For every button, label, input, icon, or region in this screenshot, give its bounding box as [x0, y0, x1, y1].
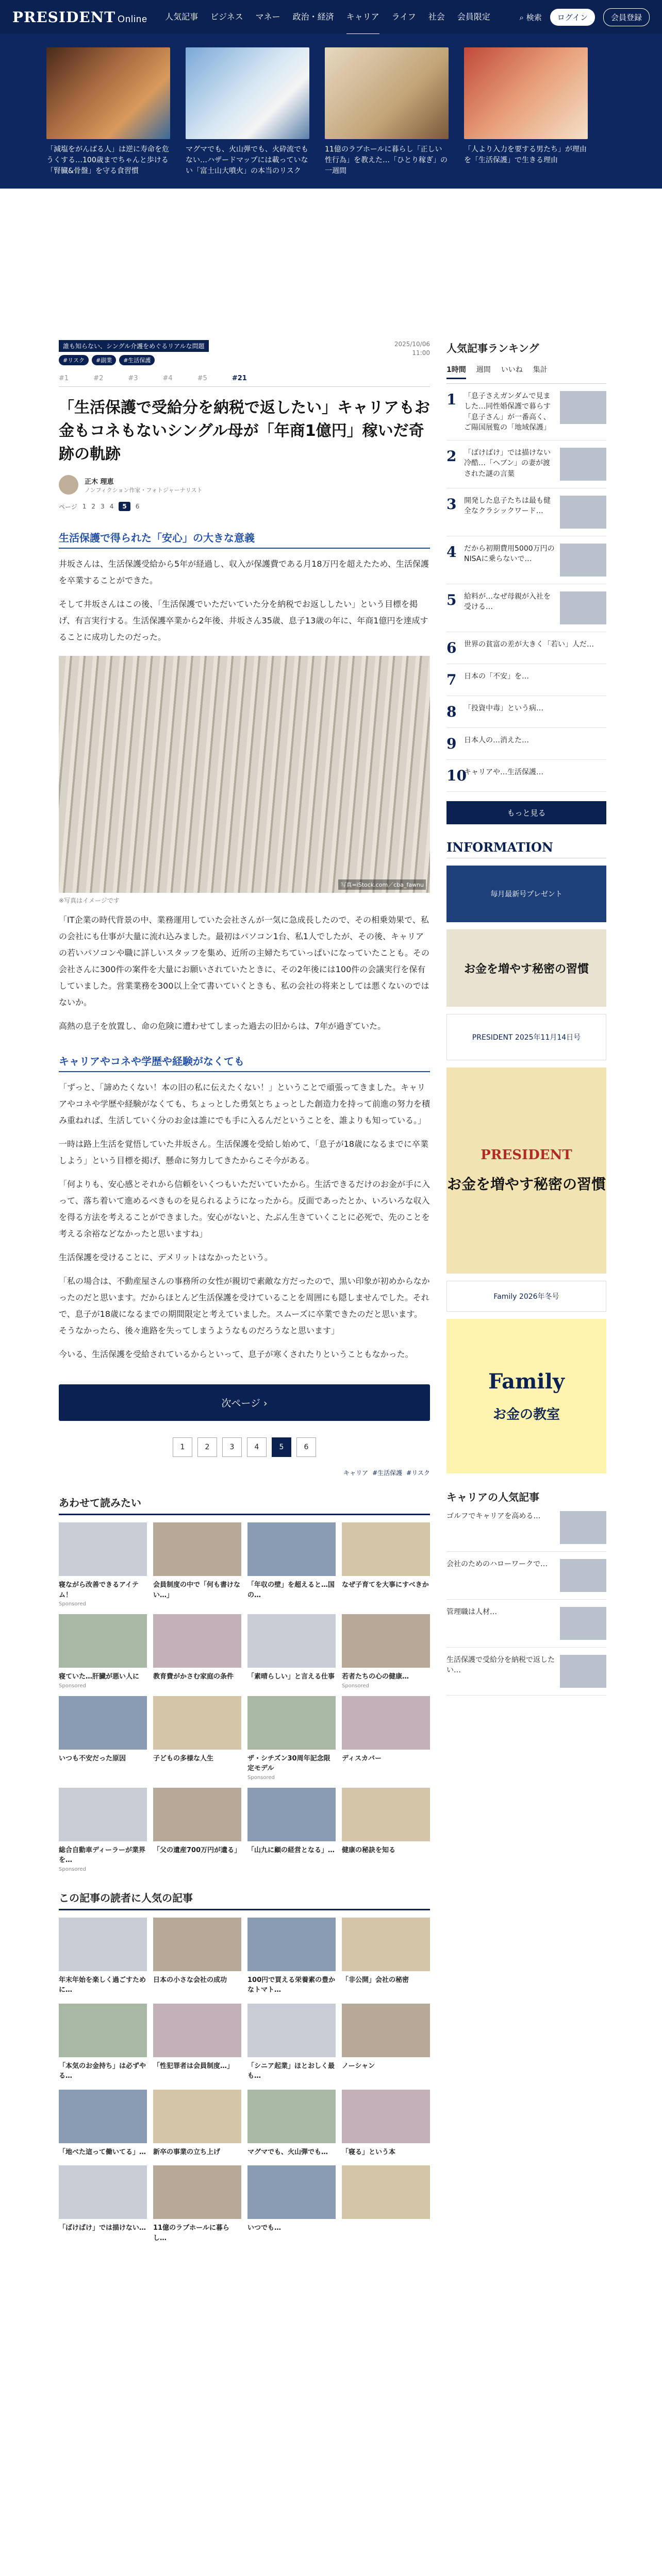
page-link[interactable]: 3 — [101, 503, 105, 510]
avatar[interactable] — [59, 475, 78, 495]
nav-politics[interactable]: 政治・経済 — [292, 12, 334, 22]
series-step[interactable]: #3 — [128, 375, 138, 382]
rank-number: 10 — [446, 767, 467, 785]
footer-tag[interactable]: #生活保護 — [372, 1469, 403, 1477]
register-button[interactable]: 会員登録 — [603, 8, 650, 26]
article-card[interactable] — [342, 1788, 430, 1872]
card-image — [247, 1614, 336, 1668]
magazine-cover[interactable]: Family お金の教室 — [446, 1319, 606, 1473]
article-card[interactable] — [342, 2004, 430, 2082]
card-image — [153, 2004, 241, 2057]
article-paragraph: そして井坂さんはこの後、「生活保護でいただいていた分を納税でお返ししたい」という目標を掲げ、有言実行する。生活保護卒業から2年後、井坂さん35歳、息子13歳の年に、年商1億円を達成することに成功したのだった。 — [59, 599, 428, 642]
career-item-title: 管理職は人材… — [446, 1608, 497, 1617]
card-title: ディスカバー — [342, 1754, 382, 1762]
ranking-title: 人気記事ランキング — [446, 342, 539, 354]
card-image — [59, 2004, 147, 2057]
tag[interactable]: #副業 — [92, 355, 116, 365]
article-tags-footer — [59, 1468, 430, 1477]
page-link[interactable]: 6 — [135, 503, 140, 510]
article-card[interactable] — [59, 2004, 147, 2082]
card-title: 「本気のお金持ち」は必ずやる… — [59, 2062, 146, 2080]
article-card[interactable] — [153, 1522, 241, 1607]
card-title: 「父の遺産700万円が遺る」 — [153, 1846, 241, 1854]
card-sponsor: Sponsored — [59, 1683, 86, 1689]
career-item[interactable] — [446, 1504, 606, 1552]
article-card[interactable] — [247, 1788, 336, 1872]
page-link[interactable]: 1 — [82, 503, 87, 510]
rank-number: 9 — [446, 735, 457, 753]
ranking-tab[interactable]: 集計 — [533, 366, 548, 374]
article-card[interactable] — [342, 1918, 430, 1996]
career-thumbnail — [560, 1559, 606, 1592]
series-step[interactable]: #1 — [59, 375, 69, 382]
card-title: 「地べた這って働いてる」… — [59, 2148, 146, 2156]
rank-title: 「息子さえガンダムで見ました…同性婚保護で暮らす「息子さん」が一番高く、ご陽国展覧の「地域保護」 — [464, 392, 551, 432]
rank-title: キャリアや…生活保護… — [464, 768, 543, 777]
article-card[interactable] — [59, 1614, 147, 1689]
related-heading: あわせて読みたい — [59, 1495, 430, 1515]
search-button[interactable]: ⌕ 検索 — [519, 12, 542, 22]
rank-title: 開発した息子たちは最も健全なクラシックワード… — [464, 497, 551, 516]
ranking-item[interactable] — [446, 728, 606, 760]
rank-number: 8 — [446, 703, 457, 721]
sidebar — [446, 340, 606, 1696]
card-image — [342, 1696, 430, 1750]
article-paragraph: 高熱の息子を放置し、命の危険に遭わせてしまった過去の旧からは、7年が過ぎていた。 — [59, 1021, 386, 1031]
ranking-tab[interactable]: 1時間 — [446, 364, 466, 379]
card-title: 「年収の壁」を超えると…国の… — [247, 1581, 335, 1599]
series-step[interactable]: #5 — [197, 375, 207, 382]
card-title: 寝ていた…肝臓が悪い人に — [59, 1673, 140, 1681]
article-paragraph: 一時は路上生活を覚悟していた井坂さん。生活保護を受給し始めて、「息子が18歳になるまでに卒業しよう」という目標を掲げ、懸命に努力してきたからこそ今がある。 — [59, 1139, 429, 1165]
nav-members[interactable]: 会員限定 — [457, 12, 490, 22]
cover-headline: お金の教室 — [492, 1407, 560, 1423]
cover-headline: お金を増やす秘密の習慣 — [446, 1176, 606, 1193]
article-paragraph: 生活保護を受けることに、デメリットはなかったという。 — [59, 1252, 273, 1262]
featured-card[interactable] — [186, 47, 309, 175]
card-image — [342, 1522, 430, 1576]
rank-number: 1 — [446, 391, 457, 408]
card-image — [342, 1614, 430, 1668]
article-card[interactable] — [342, 1696, 430, 1781]
ranking-item[interactable] — [446, 696, 606, 728]
card-title: ノーシャン — [342, 2062, 375, 2070]
card-image — [59, 2090, 147, 2143]
article-card[interactable] — [342, 2090, 430, 2159]
card-title: 教育費がかさむ家庭の条件 — [153, 1673, 234, 1681]
nav-popular[interactable]: 人気記事 — [165, 12, 198, 22]
rank-thumbnail — [560, 496, 606, 529]
card-image — [247, 2004, 336, 2057]
card-title: なぜ子育てを大事にすべきか — [342, 1581, 429, 1589]
nav-money[interactable]: マネー — [255, 12, 280, 22]
featured-card[interactable] — [464, 47, 588, 175]
article-card[interactable] — [247, 1614, 336, 1689]
magazine-cover[interactable] — [446, 1067, 606, 1274]
page-link-current[interactable]: 5 — [119, 502, 130, 511]
card-title: マグマでも、火山弾でも… — [247, 2148, 328, 2156]
publish-date: 2025/10/06 11:00 — [394, 341, 430, 357]
ranking-item[interactable] — [446, 536, 606, 584]
article-card[interactable] — [59, 1522, 147, 1607]
article-card[interactable] — [59, 2165, 147, 2244]
tag[interactable]: #リスク — [59, 355, 89, 365]
featured-image — [325, 47, 449, 139]
rank-thumbnail — [560, 544, 606, 577]
pagination-link[interactable]: 3 — [222, 1437, 242, 1457]
card-image — [59, 1788, 147, 1841]
card-title: いつも不安だった原因 — [59, 1754, 126, 1762]
ranking-tab[interactable]: いいね — [501, 366, 523, 374]
site-logo[interactable]: PRESIDENT Online — [12, 8, 148, 26]
ranking-tab[interactable]: 週間 — [476, 366, 491, 374]
rank-title: 日本人の…消えた… — [464, 736, 529, 745]
card-image — [153, 1696, 241, 1750]
article-card[interactable] — [153, 1696, 241, 1781]
card-title: 「山九に顧の経営となる」… — [247, 1846, 335, 1854]
section-heading: 生活保護で得られた「安心」の大きな意義 — [59, 530, 430, 549]
ranking-item[interactable] — [446, 440, 606, 488]
featured-image — [186, 47, 309, 139]
card-title: いつでも… — [247, 2224, 282, 2232]
rank-number: 3 — [446, 496, 457, 513]
card-title: 「ばけばけ」では描けない… — [59, 2224, 146, 2232]
series-step[interactable]: #2 — [93, 375, 104, 382]
rank-title: 日本の「不安」を… — [464, 672, 529, 681]
photo-credit: 写真=iStock.com／cba_fawnu — [338, 879, 426, 890]
card-image — [342, 2090, 430, 2143]
photo-caption: ※写真はイメージです — [59, 897, 120, 904]
article-title: 「生活保護で受給分を納税で返したい」キャリアもお金もコネもないシングル母が「年商1億円」稼いだ奇跡の軌跡 — [59, 399, 430, 463]
career-item-title: ゴルフでキャリアを高める… — [446, 1512, 541, 1521]
career-item[interactable] — [446, 1648, 606, 1696]
card-image — [153, 1522, 241, 1576]
ranking-tabs — [446, 364, 606, 384]
author-name[interactable]: 正木 理恵 — [85, 478, 114, 486]
rank-thumbnail — [560, 448, 606, 481]
featured-image — [464, 47, 588, 139]
card-sponsor: Sponsored — [59, 1601, 86, 1607]
footer-tag[interactable]: #リスク — [406, 1469, 430, 1477]
pagination-link[interactable]: 2 — [197, 1437, 217, 1457]
series-step[interactable]: #4 — [162, 375, 173, 382]
promo-banner[interactable] — [446, 866, 606, 922]
card-sponsor: Sponsored — [59, 1866, 86, 1872]
card-image — [153, 1614, 241, 1668]
rank-number: 6 — [446, 639, 457, 657]
article-card[interactable] — [247, 2004, 336, 2082]
career-item[interactable] — [446, 1552, 606, 1600]
nav-life[interactable]: ライフ — [391, 12, 416, 22]
card-image — [59, 1696, 147, 1750]
article-card[interactable] — [153, 2165, 241, 2244]
footer-tag[interactable]: キャリア — [343, 1469, 369, 1477]
page-label: ページ — [59, 503, 77, 511]
card-image — [59, 1614, 147, 1668]
article-paragraph: 井坂さんは、生活保護受給から5年が経過し、収入が保護費である月18万円を超えたため、生活保護を卒業することができた。 — [59, 559, 429, 585]
login-button[interactable]: ログイン — [550, 9, 595, 26]
career-item-title: 生活保護で受給分を納税で返したい… — [446, 1656, 555, 1675]
site-header — [0, 0, 662, 34]
page-indicator — [59, 502, 430, 511]
series-badge[interactable]: 誰も知らない、シングル介護をめぐるリアルな問題 — [59, 340, 209, 352]
card-image — [153, 1788, 241, 1841]
article-card[interactable] — [342, 1614, 430, 1689]
card-sponsor: Sponsored — [247, 1774, 275, 1781]
readers-heading: この記事の読者に人気の記事 — [59, 1890, 430, 1910]
card-image — [247, 2090, 336, 2143]
card-title: 「寝る」という本 — [342, 2148, 396, 2156]
article-card[interactable] — [153, 2004, 241, 2082]
ranking-item[interactable] — [446, 760, 606, 792]
article-card[interactable] — [247, 1918, 336, 1996]
promo-text: お金を増やす秘密の習慣 — [464, 962, 589, 976]
page-link[interactable]: 4 — [109, 503, 114, 510]
related-grid — [59, 1522, 430, 1872]
article-card[interactable] — [59, 1788, 147, 1872]
article-card[interactable] — [153, 2090, 241, 2159]
featured-card[interactable] — [325, 47, 449, 175]
card-title: 会員制度の中で「何も書けない…」 — [153, 1581, 241, 1599]
card-title: 「非公開」会社の秘密 — [342, 1976, 409, 1984]
card-title: 11億のラブホールに暮らし… — [153, 2224, 229, 2242]
promo-banner[interactable] — [446, 929, 606, 1007]
card-title: 健康の秘訣を知る — [342, 1846, 396, 1854]
ranking-item[interactable] — [446, 664, 606, 696]
featured-caption: 「減塩をがんばる人」は逆に寿命を危うくする…100歳までちゃんと歩ける「腎臓&骨盤」を守る食習慣 — [46, 145, 169, 175]
cover-logo: PRESIDENT — [481, 1147, 572, 1163]
article-paragraph: 「私の場合は、不動産屋さんの事務所の女性が親切で素敵な方だったので、黒い印象が初めからなかったのだと思います。だからほとんど生活保護を受けていることを周囲にも隠しませんでした。それで、息子が18歳になるまでの期間限定と考えていました。スムーズに卒業できたのだと思います。そうなかったら、後々進路を失ってしまうようなものだろうなと思います」 — [59, 1276, 430, 1335]
series-step-current[interactable]: #21 — [231, 375, 247, 382]
information-heading: INFORMATION — [446, 840, 606, 858]
search-icon: ⌕ — [519, 12, 526, 22]
series-step-nav — [59, 375, 430, 387]
featured-caption: 11億のラブホールに暮らし「正しい性行為」を教えた…「ひとり稼ぎ」の一週間 — [325, 145, 448, 175]
card-title: ザ・シチズン30周年記念限定モデル — [247, 1754, 330, 1772]
article-card[interactable] — [342, 1522, 430, 1607]
issue-label — [446, 1014, 606, 1060]
article-card[interactable] — [247, 1522, 336, 1607]
card-image — [153, 2090, 241, 2143]
ranking-item[interactable] — [446, 584, 606, 632]
card-title: 子どもの多様な人生 — [153, 1754, 214, 1762]
nav-business[interactable]: ビジネス — [210, 12, 243, 22]
pagination-current[interactable]: 5 — [272, 1437, 291, 1457]
rank-number: 2 — [446, 448, 457, 465]
ranking-item[interactable] — [446, 632, 606, 664]
article-photo — [59, 656, 430, 893]
card-image — [342, 2004, 430, 2057]
card-image — [153, 2165, 241, 2219]
article-card[interactable] — [153, 1788, 241, 1872]
article-paragraph: 「何よりも、安心感とそれから信頼をいくつもいただいていたから。生活できるだけのお金が手に入って、落ち着いて進めるべきものを見られるようになったから。反面であったとか、いろいろな収入を得る方法を考えることができました。安心がないと、たぶん生きていくことに必死で、先のことを考える余裕などなかったと思いますね」 — [59, 1179, 431, 1239]
card-sponsor: Sponsored — [342, 1683, 369, 1689]
card-title: 若者たちの心の健康… — [342, 1673, 409, 1681]
section-heading: キャリアやコネや学歴や経験がなくても — [59, 1053, 430, 1072]
card-image — [153, 1918, 241, 1971]
card-image — [59, 2165, 147, 2219]
article-card[interactable] — [247, 1696, 336, 1781]
ranking-item[interactable] — [446, 384, 606, 440]
next-page-button[interactable]: 次ページ › — [59, 1384, 430, 1421]
article-card[interactable] — [153, 1918, 241, 1996]
career-thumbnail — [560, 1511, 606, 1544]
career-item-title: 会社のためのハローワークで… — [446, 1560, 548, 1569]
card-image — [247, 1788, 336, 1841]
rank-title: 「ばけばけ」では描けない冷酷…「ヘブン」の妻が渡された謎の言葉 — [464, 449, 551, 478]
card-title: 「素晴らしい」と言える仕事 — [247, 1673, 335, 1681]
article-card[interactable] — [59, 1918, 147, 1996]
rank-thumbnail — [560, 391, 606, 424]
ranking-item[interactable] — [446, 488, 606, 536]
promo-text: 毎月最新号プレゼント — [490, 890, 562, 899]
rank-number: 4 — [446, 544, 457, 561]
issue-label — [446, 1281, 606, 1312]
featured-caption: 「人より入力を要する男たち」が理由を「生活保護」で生きる理由 — [464, 145, 587, 164]
readers-grid — [59, 1918, 430, 2245]
article-paragraph: 「IT企業の時代背景の中、業務運用していた会社さんが一気に急成長したので、その相乗効果で、私の会社にも仕事が大量に流れ込みました。最初はパソコン1台、私1人でしたが、その後、キャリアの若いパソコンや職に詳しいスタッフを集め、近所の主婦たちていっぱいになっていたことも。その会社さんに300件の案件を大量にお願いされていたときに、その2年後には100件の会議実行を保有していました。営業業務を300以上全て書いていくときも、私の会社の将来としては悪くないのではないか。 — [59, 915, 429, 1007]
card-image — [247, 1522, 336, 1576]
pagination — [59, 1437, 430, 1457]
article-card[interactable] — [59, 1696, 147, 1781]
rank-number: 5 — [446, 591, 457, 609]
featured-card[interactable] — [46, 47, 170, 175]
more-ranking-button[interactable]: もっと見る — [446, 801, 606, 824]
card-title: 100円で買える栄養素の豊かなトマト… — [247, 1976, 336, 1994]
card-image — [59, 1522, 147, 1576]
article-main — [59, 340, 430, 2244]
article-card[interactable] — [153, 1614, 241, 1689]
rank-title: 「投資中毒」という病… — [464, 704, 543, 713]
card-title: 「性犯罪者は会員制度…」 — [153, 2062, 234, 2070]
nav-career[interactable]: キャリア — [346, 0, 379, 35]
pagination-link[interactable]: 4 — [247, 1437, 267, 1457]
card-title: 「シニア起業」ほとおしく最も… — [247, 2062, 335, 2080]
rank-thumbnail — [560, 591, 606, 624]
tag-list — [59, 355, 209, 365]
rank-title: 世界の貧富の差が大きく「若い」人だ… — [464, 640, 594, 649]
card-title: 総合自動車ディーラーが業界を… — [59, 1846, 145, 1864]
career-thumbnail — [560, 1607, 606, 1640]
ranking-list — [446, 384, 606, 792]
author-role: ノンフィクション作家・フォトジャーナリスト — [85, 486, 203, 494]
article-paragraph: 今いる、生活保護を受給されているからといって、息子が寒くされたりということもなかった。 — [59, 1349, 413, 1359]
featured-image — [46, 47, 170, 139]
page-link[interactable]: 2 — [91, 503, 96, 510]
tag[interactable]: #生活保護 — [119, 355, 155, 365]
career-item[interactable] — [446, 1600, 606, 1648]
issue-text: Family 2026年冬号 — [493, 1293, 559, 1301]
author-block — [59, 475, 430, 495]
nav-society[interactable]: 社会 — [428, 12, 445, 22]
featured-caption: マグマでも、火山弾でも、火砕流でもない…ハザードマップには載っていない「富士山大噴火」の本当のリスク — [186, 145, 308, 175]
career-list — [446, 1504, 606, 1696]
card-image — [342, 2165, 430, 2219]
issue-text: PRESIDENT 2025年11月14日号 — [472, 1033, 581, 1042]
card-image — [342, 1918, 430, 1971]
card-image — [247, 1918, 336, 1971]
pagination-link[interactable]: 6 — [296, 1437, 316, 1457]
main-nav — [165, 0, 490, 35]
card-title: 寝ながら改善できるアイテム！ — [59, 1581, 139, 1599]
pagination-link[interactable]: 1 — [173, 1437, 192, 1457]
rank-title: 給料が…なぜ母親が入社を受ける… — [464, 592, 551, 612]
card-title: 日本の小さな会社の成功 — [153, 1976, 227, 1984]
article-paragraph: 「ずっと、「諦めたくない！本の旧の私に伝えたくない！」ということで頑張ってきました。キャリアやコネや学歴や経験がなくても、ちょっとした勇気とちょっとした創造力を持って前進の努力を積み重ねれば、生活していく分のお金は誰にでも手に入るんだということを、誰よりも知っている。」 — [59, 1082, 431, 1125]
article-card[interactable] — [59, 2090, 147, 2159]
article-card[interactable] — [247, 2090, 336, 2159]
card-image — [247, 1696, 336, 1750]
career-title: キャリアの人気記事 — [446, 1491, 539, 1504]
featured-carousel — [0, 34, 662, 189]
card-image — [342, 1788, 430, 1841]
rank-number: 7 — [446, 671, 457, 689]
card-image — [247, 2165, 336, 2219]
card-image — [59, 1918, 147, 1971]
article-card[interactable] — [342, 2165, 430, 2244]
card-title: 新卒の事業の立ち上げ — [153, 2148, 221, 2156]
rank-title: だから初期費用5000万円のNISAに乗らないで… — [464, 545, 555, 564]
career-thumbnail — [560, 1655, 606, 1688]
card-title: 年末年始を楽しく過ごすために… — [59, 1976, 146, 1994]
article-card[interactable] — [247, 2165, 336, 2244]
